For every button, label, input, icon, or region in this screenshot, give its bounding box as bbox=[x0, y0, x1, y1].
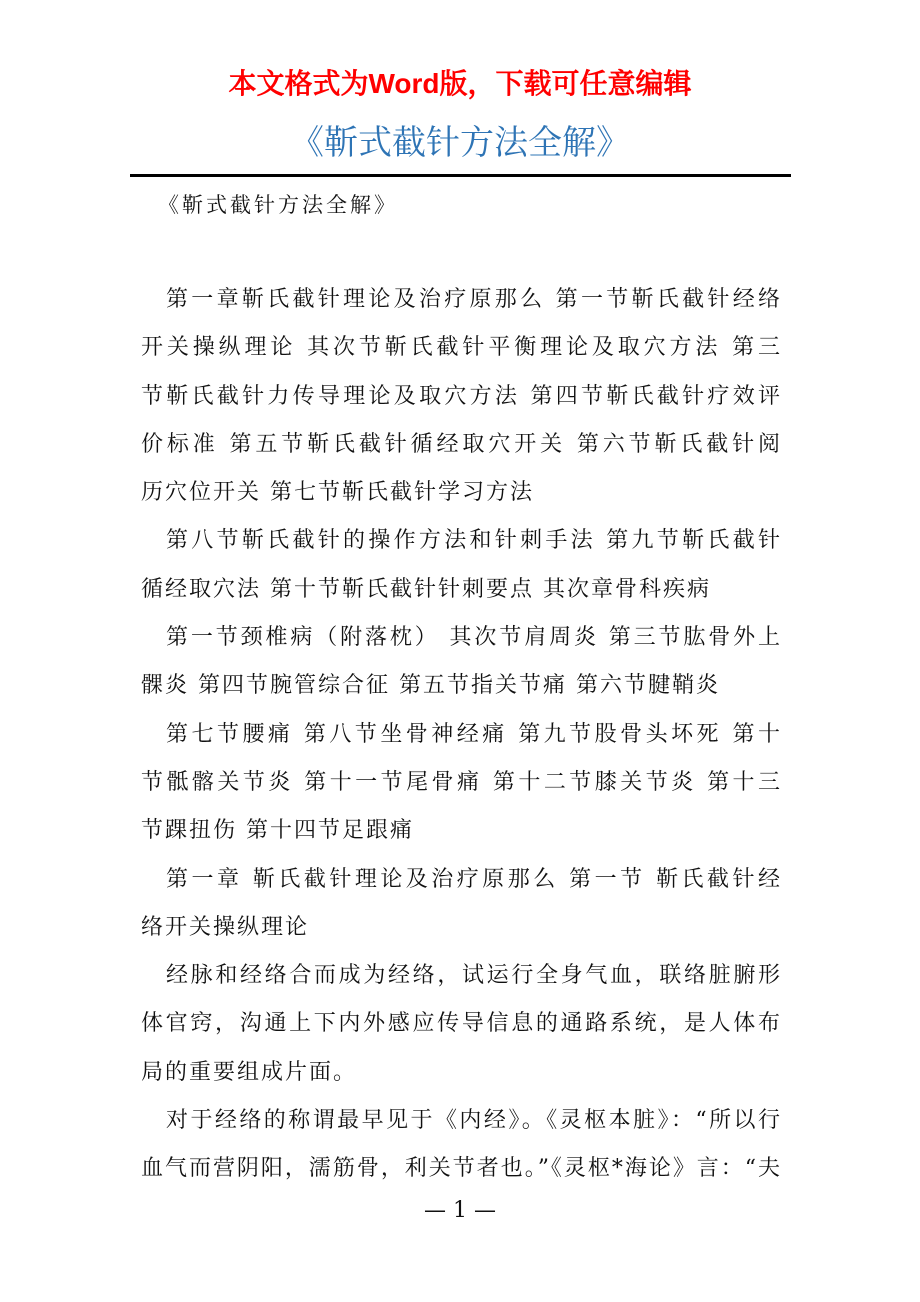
paragraph bbox=[141, 856, 780, 953]
paragraph-line: 局的重要组成片面。 bbox=[141, 1059, 358, 1085]
document-body bbox=[141, 276, 780, 1194]
paragraph bbox=[141, 952, 780, 1097]
paragraph bbox=[141, 614, 780, 711]
paragraph-line: 对于经络的称谓最早见于《内经》。《灵枢本脏》：“所以行 bbox=[166, 1108, 780, 1134]
paragraph bbox=[141, 711, 780, 856]
paragraph-line: 经脉和经络合而成为经络，试运行全身气血，联络脏腑形 bbox=[166, 963, 780, 989]
paragraph-line: 节踝扭伤 第十四节足跟痛 bbox=[141, 818, 414, 844]
paragraph-line: 体官窍，沟通上下内外感应传导信息的通路系统，是人体布 bbox=[141, 1011, 780, 1037]
paragraph-line: 络开关操纵理论 bbox=[141, 914, 310, 940]
document-title: 《靳式截针方法全解》 bbox=[290, 124, 630, 162]
paragraph bbox=[141, 276, 780, 517]
paragraph-line: 节骶髂关节炎 第十一节尾骨痛 第十二节膝关节炎 第十三 bbox=[141, 769, 780, 795]
paragraph-line: 第一节颈椎病（附落枕） 其次节肩周炎 第三节肱骨外上 bbox=[166, 625, 780, 651]
paragraph-line: 髁炎 第四节腕管综合征 第五节指关节痛 第六节腱鞘炎 bbox=[141, 673, 720, 699]
paragraph-line: 历穴位开关 第七节靳氏截针学习方法 bbox=[141, 480, 534, 506]
paragraph bbox=[141, 517, 780, 614]
header-divider bbox=[130, 174, 791, 177]
paragraph-line: 第一章 靳氏截针理论及治疗原那么 第一节 靳氏截针经 bbox=[166, 866, 780, 892]
download-banner: 本文格式为Word版，下载可任意编辑 bbox=[228, 68, 692, 99]
paragraph-line: 开关操纵理论 其次节靳氏截针平衡理论及取穴方法 第三 bbox=[141, 335, 780, 361]
document-subtitle: 《靳式截针方法全解》 bbox=[158, 193, 398, 217]
page-number: — 1 — bbox=[424, 1198, 496, 1223]
paragraph-line: 第七节腰痛 第八节坐骨神经痛 第九节股骨头坏死 第十 bbox=[166, 721, 780, 747]
paragraph-line: 价标准 第五节靳氏截针循经取穴开关 第六节靳氏截针阅 bbox=[141, 431, 780, 457]
paragraph-line: 循经取穴法 第十节靳氏截针针刺要点 其次章骨科疾病 bbox=[141, 576, 711, 602]
paragraph-line: 血气而营阴阳，濡筋骨，利关节者也。”《灵枢*海论》言：“夫 bbox=[141, 1156, 780, 1182]
paragraph bbox=[141, 1097, 780, 1194]
paragraph-line: 节靳氏截针力传导理论及取穴方法 第四节靳氏截针疗效评 bbox=[141, 383, 780, 409]
paragraph-line: 第一章靳氏截针理论及治疗原那么 第一节靳氏截针经络 bbox=[166, 287, 780, 312]
paragraph-line: 第八节靳氏截针的操作方法和针刺手法 第九节靳氏截针 bbox=[166, 528, 780, 554]
